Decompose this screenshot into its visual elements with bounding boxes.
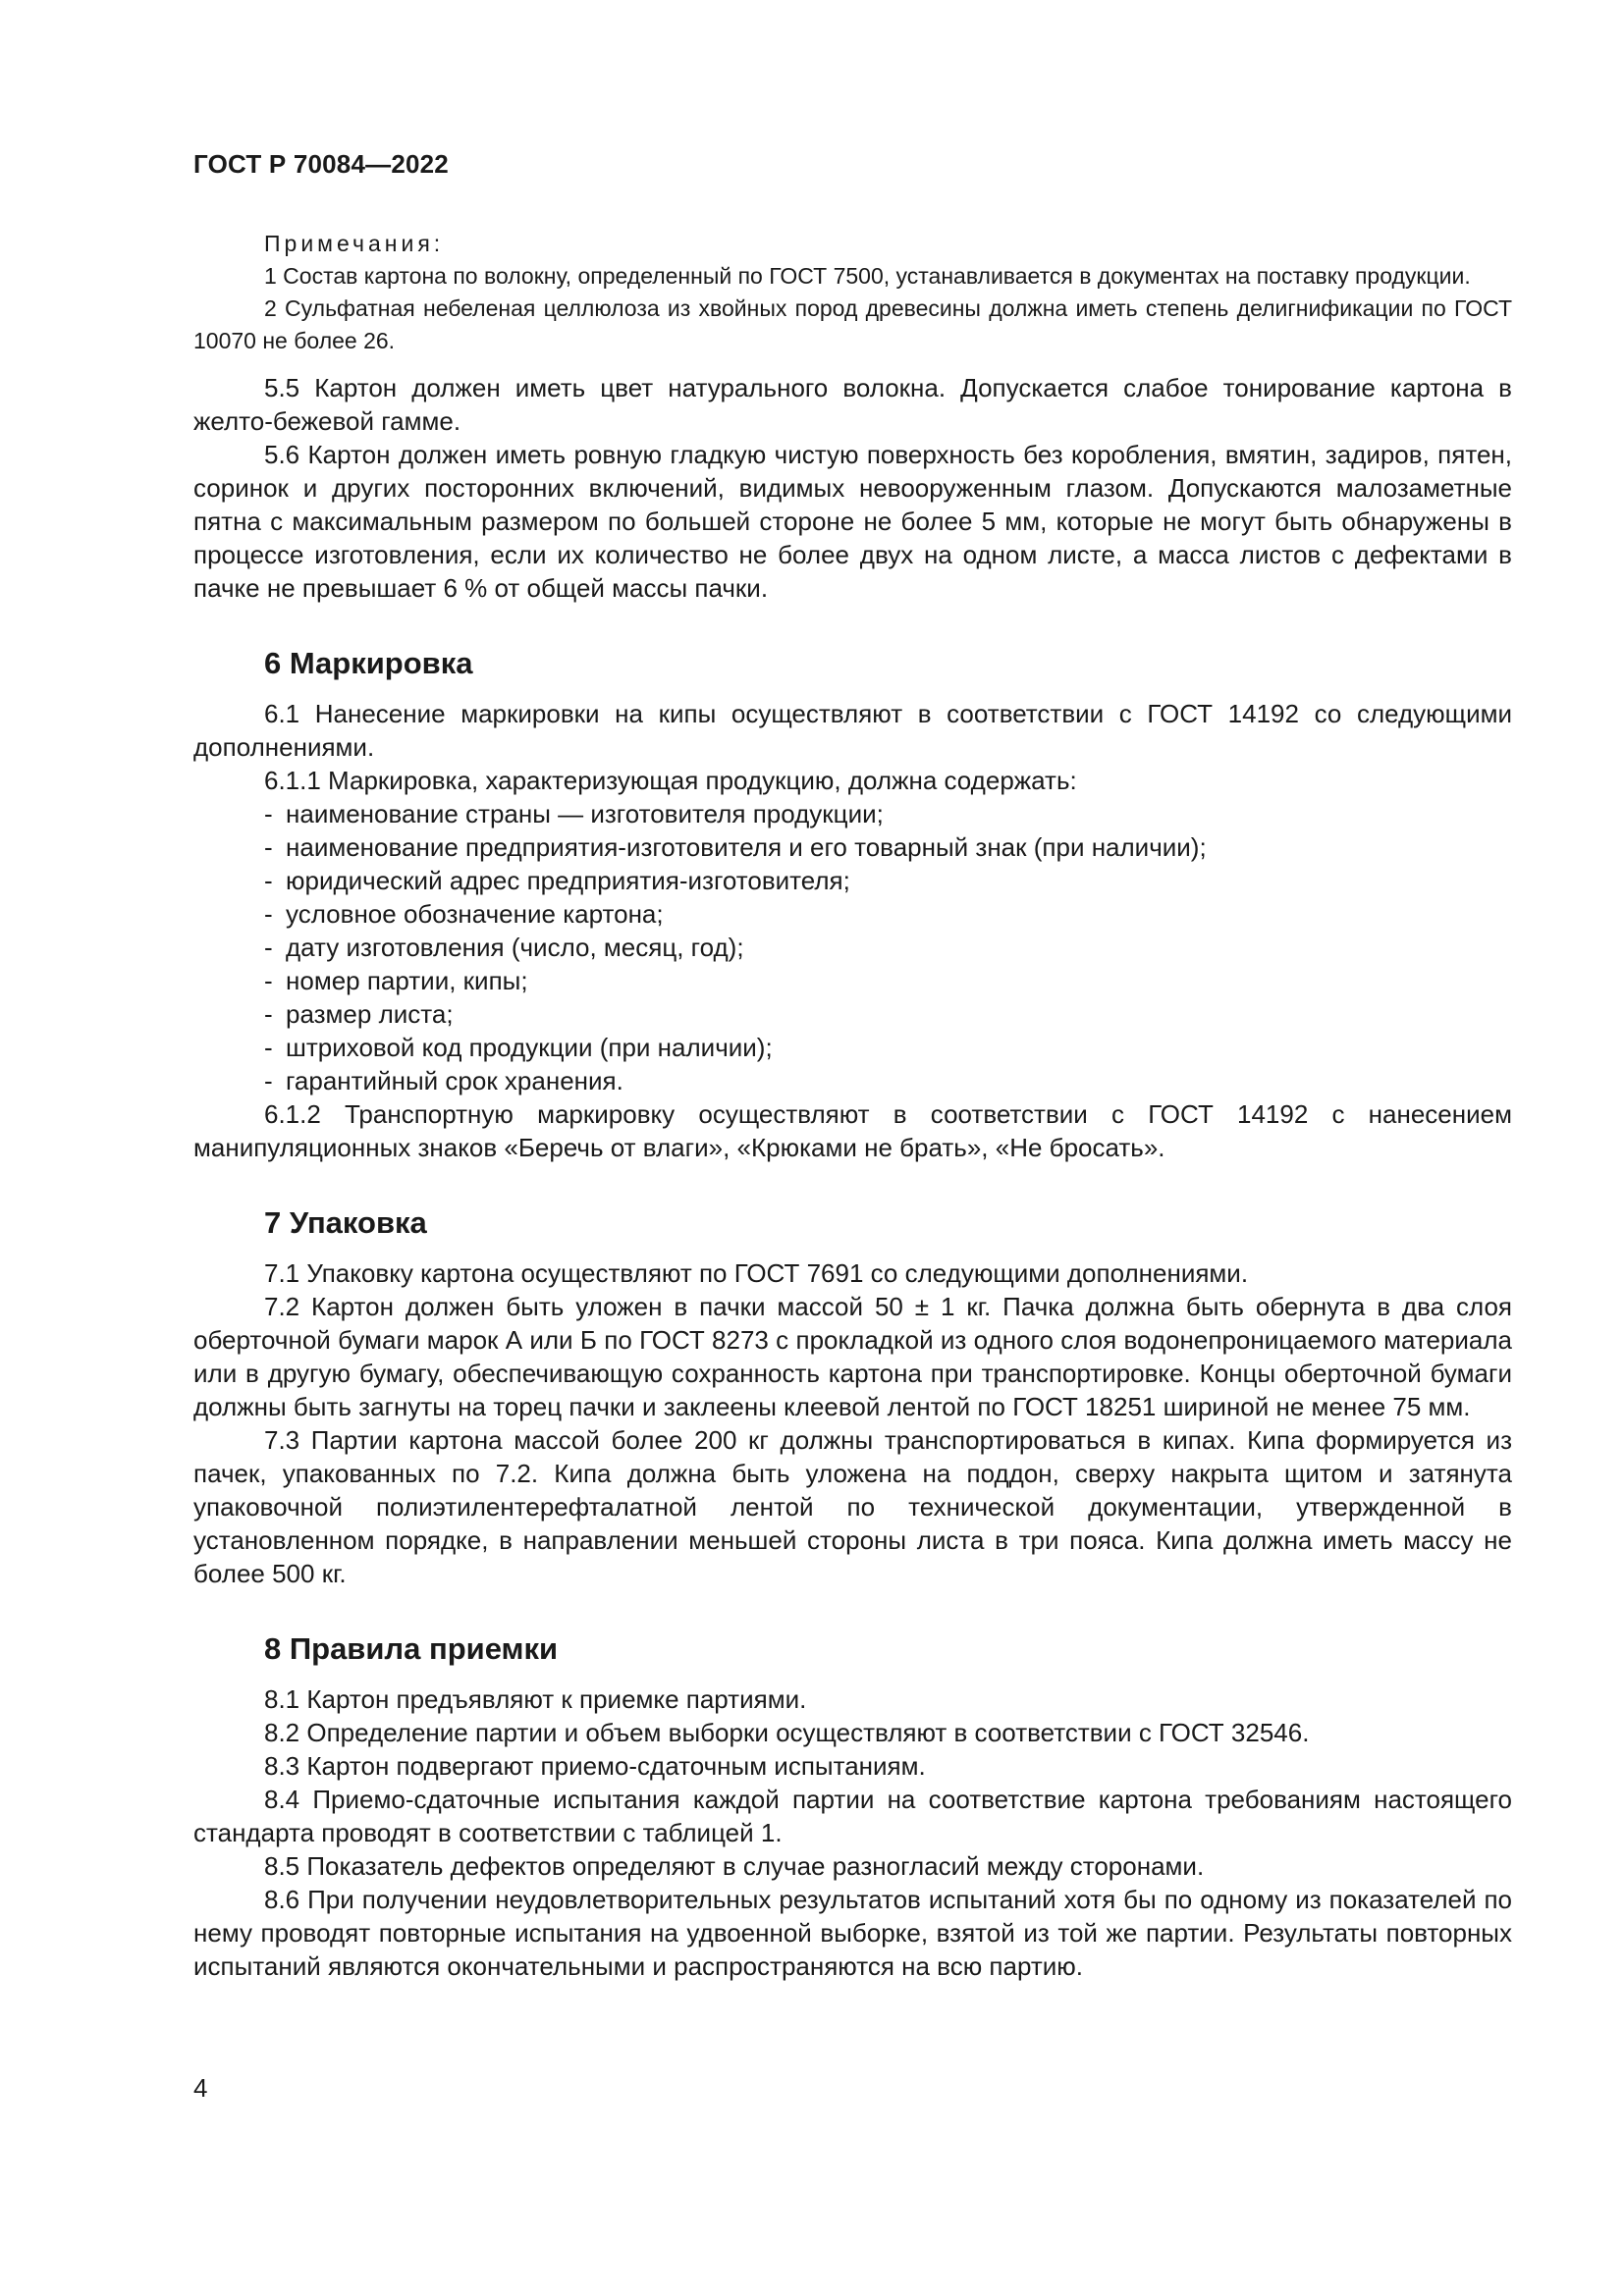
section-6 (193, 697, 1512, 1164)
paragraph-7-1: 7.1 Упаковку картона осуществляют по ГОСТ 7691 со следующими дополнениями. (264, 1258, 1249, 1288)
list-item: - юридический адрес предприятия-изготовителя; (264, 866, 850, 895)
list-item: - наименование страны — изготовителя продукции; (264, 799, 884, 828)
note-item: 2 Сульфатная небеленая целлюлоза из хвойных пород древесины должна иметь степень делигнификации по ГОСТ 10070 не более 26. (193, 295, 1512, 353)
notes-title: Примечания: (264, 231, 445, 256)
dash-marker: - (264, 1066, 273, 1095)
dash-marker: - (264, 1033, 273, 1062)
list-item: - дату изготовления (число, месяц, год); (264, 933, 744, 962)
paragraph-5-5: 5.5 Картон должен иметь цвет натурального волокна. Допускается слабое тонирование картона в желто-бежевой гамме. (193, 373, 1512, 436)
list-item: - условное обозначение картона; (264, 899, 664, 929)
dash-marker: - (264, 832, 273, 862)
notes-block (193, 228, 1512, 357)
page-number: 4 (193, 2073, 208, 2103)
list-item: - гарантийный срок хранения. (264, 1066, 623, 1095)
section-8-heading: 8 Правила приемки (264, 1631, 559, 1666)
paragraph-5-6: 5.6 Картон должен иметь ровную гладкую чистую поверхность без коробления, вмятин, задиров, пятен, соринок и других посторонних включений, видимых невооруженным глазом. Допускаются малозаметные пятна с максимальным размером по большей стороне не более 5 мм, которые не могут быть обнаружены в процессе изготовления, если их количество не более двух на одном листе, а масса листов с дефектами в пачке не превышает 6 % от общей массы пачки. (193, 440, 1512, 603)
section-7 (193, 1256, 1512, 1590)
document-body (193, 228, 1512, 1983)
paragraph-8-3: 8.3 Картон подвергают приемо-сдаточным испытаниям. (264, 1751, 926, 1781)
note-item: 1 Состав картона по волокну, определенный по ГОСТ 7500, устанавливается в документах на поставку продукции. (264, 263, 1471, 289)
dash-marker: - (264, 966, 273, 995)
list-item: - штриховой код продукции (при наличии); (264, 1033, 773, 1062)
list-item: - наименование предприятия-изготовителя и его товарный знак (при наличии); (264, 832, 1207, 862)
paragraph-8-1: 8.1 Картон предъявляют к приемке партиями. (264, 1684, 807, 1714)
paragraph-7-2: 7.2 Картон должен быть уложен в пачки массой 50 ± 1 кг. Пачка должна быть обернута в два слоя оберточной бумаги марок А или Б по ГОСТ 8273 с прокладкой из одного слоя водонепроницаемого материала или в другую бумагу, обеспечивающую сохранность картона при транспортировке. Концы оберточной бумаги должны быть загнуты на торец пачки и заклеены клеевой лентой по ГОСТ 18251 шириной не менее 75 мм. (193, 1292, 1512, 1421)
dash-marker: - (264, 933, 273, 962)
paragraph-8-5: 8.5 Показатель дефектов определяют в случае разногласий между сторонами. (264, 1851, 1205, 1881)
paragraph-6-1-1: 6.1.1 Маркировка, характеризующая продукцию, должна содержать: (264, 766, 1077, 795)
section-7-heading: 7 Упаковка (264, 1205, 427, 1240)
dash-marker: - (264, 866, 273, 895)
paragraph-8-6: 8.6 При получении неудовлетворительных результатов испытаний хотя бы по одному из показателей по нему проводят повторные испытания на удвоенной выборке, взятой из той же партии. Результаты повторных испытаний являются окончательными и распространяются на всю партию. (193, 1885, 1512, 1981)
paragraph-6-1: 6.1 Нанесение маркировки на кипы осуществляют в соответствии с ГОСТ 14192 со следующими дополнениями. (193, 699, 1512, 762)
paragraph-7-3: 7.3 Партии картона массой более 200 кг должны транспортироваться в кипах. Кипа формируется из пачек, упакованных по 7.2. Кипа должна быть уложена на поддон, сверху накрыта щитом и затянута упаковочной полиэтилентерефталатной лентой по технической документации, утвержденной в установленном порядке, в направлении меньшей стороны листа в три пояса. Кипа должна иметь массу не более 500 кг. (193, 1425, 1512, 1588)
paragraph-6-1-2: 6.1.2 Транспортную маркировку осуществляют в соответствии с ГОСТ 14192 с нанесением манипуляционных знаков «Беречь от влаги», «Крюками не брать», «Не бросать». (193, 1099, 1512, 1162)
dash-marker: - (264, 899, 273, 929)
list-item: - размер листа; (264, 999, 454, 1029)
document-header: ГОСТ Р 70084—2022 (193, 149, 449, 179)
dash-marker: - (264, 799, 273, 828)
section-8 (193, 1682, 1512, 1983)
list-item: - номер партии, кипы; (264, 966, 528, 995)
section-6-heading: 6 Маркировка (264, 646, 473, 680)
section-5-continued (193, 371, 1512, 605)
paragraph-8-4: 8.4 Приемо-сдаточные испытания каждой партии на соответствие картона требованиям настоящего стандарта проводят в соответствии с таблицей 1. (193, 1785, 1512, 1847)
dash-marker: - (264, 999, 273, 1029)
paragraph-8-2: 8.2 Определение партии и объем выборки осуществляют в соответствии с ГОСТ 32546. (264, 1718, 1310, 1747)
